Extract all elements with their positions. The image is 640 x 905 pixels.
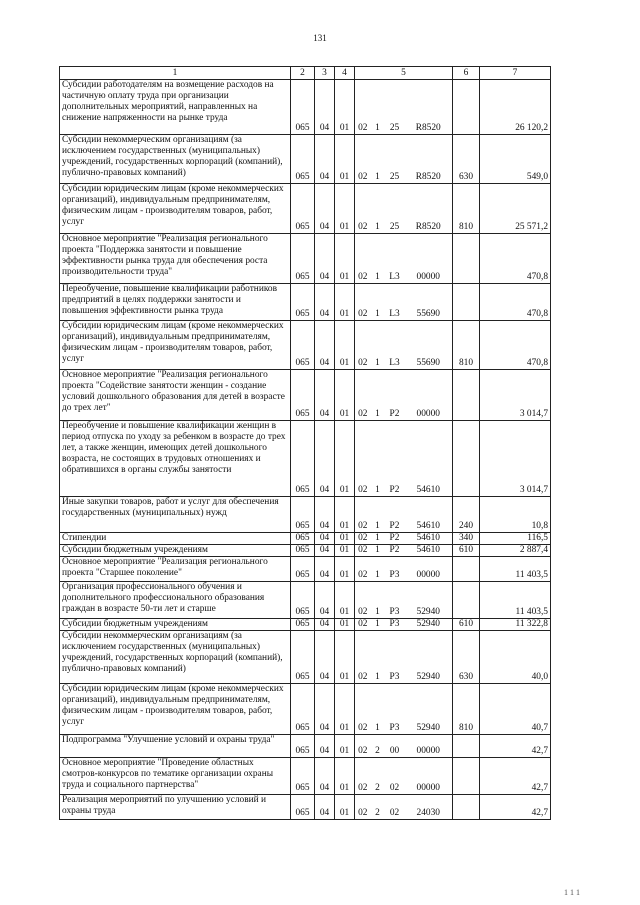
target-article-part-1: 02: [355, 321, 371, 370]
target-article-part-2: 1: [371, 321, 385, 370]
row-name-cell: Основное мероприятие "Реализация регионального проекта "Поддержка занятости и повышение эффективности рынка труда для обеспечения роста производительности труда": [60, 234, 291, 284]
row-name-cell: Иные закупки товаров, работ и услуг для обеспечения государственных (муниципальных) нужд: [60, 497, 291, 533]
amount-cell: 11 403,5: [480, 582, 551, 619]
target-article-part-3: P2: [385, 421, 405, 497]
row-name-cell: Реализация мероприятий по улучшению условий и охраны труда: [60, 795, 291, 820]
row-name-cell: Переобучение, повышение квалификации работников предприятий в целях поддержки занятости и повышения эффективности рынка труда: [60, 284, 291, 321]
subsection-code-cell: 01: [335, 619, 355, 631]
amount-cell: 3 014,7: [480, 370, 551, 421]
row-name-cell: Организация профессионального обучения и дополнительного профессионального образования граждан в возрасте 50-ти лет и старше: [60, 582, 291, 619]
target-article-part-4: R8520: [405, 80, 453, 135]
target-article-part-3: 25: [385, 184, 405, 234]
subsection-code-cell: 01: [335, 321, 355, 370]
expense-type-cell: 630: [453, 631, 480, 684]
target-article-part-4: 55690: [405, 284, 453, 321]
table-row: [60, 735, 551, 758]
target-article-part-4: 24030: [405, 795, 453, 820]
target-article-part-1: 02: [355, 135, 371, 184]
target-article-part-2: 1: [371, 684, 385, 735]
amount-cell: 26 120,2: [480, 80, 551, 135]
row-name-cell: Субсидии юридическим лицам (кроме некоммерческих организаций), индивидуальным предпринимателям, физическим лицам - производителям товаров, работ, услуг: [60, 321, 291, 370]
chapter-code-cell: 065: [291, 735, 315, 758]
amount-cell: 40,0: [480, 631, 551, 684]
row-name-cell: Основное мероприятие "Реализация регионального проекта "Содействие занятости женщин - создание условий дошкольного образования для детей в возрасте до трех лет": [60, 370, 291, 421]
target-article-part-1: 02: [355, 795, 371, 820]
header-cell: 3: [315, 67, 335, 80]
row-name-cell: Субсидии юридическим лицам (кроме некоммерческих организаций), индивидуальным предпринимателям, физическим лицам - производителям товаров, работ, услуг: [60, 184, 291, 234]
chapter-code-cell: 065: [291, 184, 315, 234]
target-article-part-3: P3: [385, 684, 405, 735]
section-code-cell: 04: [315, 684, 335, 735]
amount-cell: 42,7: [480, 758, 551, 795]
chapter-code-cell: 065: [291, 321, 315, 370]
chapter-code-cell: 065: [291, 370, 315, 421]
expense-type-cell: [453, 421, 480, 497]
section-code-cell: 04: [315, 497, 335, 533]
section-code-cell: 04: [315, 557, 335, 582]
target-article-part-3: P2: [385, 545, 405, 557]
target-article-part-1: 02: [355, 497, 371, 533]
table-body: [60, 67, 551, 820]
subsection-code-cell: 01: [335, 582, 355, 619]
section-code-cell: 04: [315, 545, 335, 557]
target-article-part-2: 1: [371, 631, 385, 684]
target-article-part-3: 00: [385, 735, 405, 758]
expense-type-cell: [453, 735, 480, 758]
chapter-code-cell: 065: [291, 684, 315, 735]
amount-cell: 25 571,2: [480, 184, 551, 234]
chapter-code-cell: 065: [291, 284, 315, 321]
amount-cell: 470,8: [480, 321, 551, 370]
subsection-code-cell: 01: [335, 545, 355, 557]
amount-cell: 470,8: [480, 234, 551, 284]
target-article-part-3: P2: [385, 533, 405, 545]
row-name-cell: Субсидии юридическим лицам (кроме некоммерческих организаций), индивидуальным предпринимателям, физическим лицам - производителям товаров, работ, услуг: [60, 684, 291, 735]
subsection-code-cell: 01: [335, 421, 355, 497]
section-code-cell: 04: [315, 631, 335, 684]
subsection-code-cell: 01: [335, 80, 355, 135]
target-article-part-1: 02: [355, 370, 371, 421]
target-article-part-4: 54610: [405, 497, 453, 533]
expense-type-cell: 810: [453, 184, 480, 234]
table-row: [60, 795, 551, 820]
table-row: [60, 80, 551, 135]
target-article-part-1: 02: [355, 545, 371, 557]
table-row: [60, 370, 551, 421]
row-name-cell: Субсидии бюджетным учреждениям: [60, 619, 291, 631]
table-row: [60, 497, 551, 533]
target-article-part-3: 02: [385, 758, 405, 795]
amount-cell: 42,7: [480, 735, 551, 758]
subsection-code-cell: 01: [335, 758, 355, 795]
expense-type-cell: [453, 795, 480, 820]
header-cell: 5: [355, 67, 453, 80]
target-article-part-4: 54610: [405, 421, 453, 497]
row-name-cell: Субсидии некоммерческим организациям (за исключением государственных (муниципальных) учреждений, государственных корпораций (компаний), публично-правовых компаний): [60, 631, 291, 684]
section-code-cell: 04: [315, 735, 335, 758]
target-article-part-3: P3: [385, 619, 405, 631]
target-article-part-1: 02: [355, 533, 371, 545]
amount-cell: 10,8: [480, 497, 551, 533]
header-cell: 4: [335, 67, 355, 80]
header-cell: 6: [453, 67, 480, 80]
table-row: [60, 234, 551, 284]
target-article-part-3: P2: [385, 370, 405, 421]
target-article-part-2: 1: [371, 619, 385, 631]
table-row: [60, 284, 551, 321]
subsection-code-cell: 01: [335, 184, 355, 234]
target-article-part-4: 52940: [405, 582, 453, 619]
section-code-cell: 04: [315, 370, 335, 421]
chapter-code-cell: 065: [291, 619, 315, 631]
target-article-part-2: 2: [371, 795, 385, 820]
subsection-code-cell: 01: [335, 795, 355, 820]
chapter-code-cell: 065: [291, 545, 315, 557]
section-code-cell: 04: [315, 135, 335, 184]
target-article-part-1: 02: [355, 735, 371, 758]
chapter-code-cell: 065: [291, 421, 315, 497]
amount-cell: 11 403,5: [480, 557, 551, 582]
subsection-code-cell: 01: [335, 684, 355, 735]
amount-cell: 42,7: [480, 795, 551, 820]
chapter-code-cell: 065: [291, 497, 315, 533]
target-article-part-4: 55690: [405, 321, 453, 370]
section-code-cell: 04: [315, 619, 335, 631]
section-code-cell: 04: [315, 184, 335, 234]
subsection-code-cell: 01: [335, 735, 355, 758]
row-name-cell: Переобучение и повышение квалификации женщин в период отпуска по уходу за ребенком в возрасте до трех лет, а также женщин, имеющих детей дошкольного возраста, не состоящих в трудовых отношениях и обратившихся в органы службы занятости: [60, 421, 291, 497]
expense-type-cell: 610: [453, 545, 480, 557]
target-article-part-2: 1: [371, 497, 385, 533]
target-article-part-2: 1: [371, 135, 385, 184]
target-article-part-2: 1: [371, 545, 385, 557]
page-number: 131: [313, 33, 327, 43]
expense-type-cell: 810: [453, 684, 480, 735]
target-article-part-4: 52940: [405, 631, 453, 684]
expense-type-cell: 240: [453, 497, 480, 533]
expense-type-cell: [453, 284, 480, 321]
target-article-part-2: 1: [371, 582, 385, 619]
expense-type-cell: 340: [453, 533, 480, 545]
target-article-part-3: 02: [385, 795, 405, 820]
amount-cell: 549,0: [480, 135, 551, 184]
table-row: [60, 184, 551, 234]
section-code-cell: 04: [315, 234, 335, 284]
target-article-part-3: P2: [385, 497, 405, 533]
target-article-part-4: R8520: [405, 135, 453, 184]
target-article-part-3: P3: [385, 557, 405, 582]
expense-type-cell: 630: [453, 135, 480, 184]
section-code-cell: 04: [315, 284, 335, 321]
chapter-code-cell: 065: [291, 533, 315, 545]
target-article-part-2: 1: [371, 234, 385, 284]
subsection-code-cell: 01: [335, 284, 355, 321]
target-article-part-2: 2: [371, 735, 385, 758]
target-article-part-2: 1: [371, 184, 385, 234]
subsection-code-cell: 01: [335, 557, 355, 582]
budget-table: [59, 66, 551, 820]
section-code-cell: 04: [315, 758, 335, 795]
target-article-part-3: L3: [385, 234, 405, 284]
target-article-part-4: 00000: [405, 234, 453, 284]
target-article-part-3: P3: [385, 631, 405, 684]
chapter-code-cell: 065: [291, 80, 315, 135]
subsection-code-cell: 01: [335, 234, 355, 284]
section-code-cell: 04: [315, 80, 335, 135]
target-article-part-2: 2: [371, 758, 385, 795]
header-cell: 2: [291, 67, 315, 80]
header-cell: 7: [480, 67, 551, 80]
row-name-cell: Основное мероприятие "Проведение областных смотров-конкурсов по тематике организации охраны труда и социального партнерства": [60, 758, 291, 795]
target-article-part-1: 02: [355, 619, 371, 631]
table-row: [60, 135, 551, 184]
expense-type-cell: [453, 758, 480, 795]
section-code-cell: 04: [315, 795, 335, 820]
target-article-part-4: R8520: [405, 184, 453, 234]
subsection-code-cell: 01: [335, 497, 355, 533]
target-article-part-1: 02: [355, 421, 371, 497]
target-article-part-2: 1: [371, 370, 385, 421]
expense-type-cell: [453, 582, 480, 619]
target-article-part-2: 1: [371, 80, 385, 135]
chapter-code-cell: 065: [291, 234, 315, 284]
amount-cell: 40,7: [480, 684, 551, 735]
table-row: [60, 619, 551, 631]
expense-type-cell: [453, 80, 480, 135]
target-article-part-1: 02: [355, 582, 371, 619]
row-name-cell: Субсидии бюджетным учреждениям: [60, 545, 291, 557]
table-row: [60, 758, 551, 795]
target-article-part-1: 02: [355, 284, 371, 321]
target-article-part-4: 52940: [405, 684, 453, 735]
row-name-cell: Субсидии работодателям на возмещение расходов на частичную оплату труда при организации дополнительных мероприятий, направленных на снижение напряженности на рынке труда: [60, 80, 291, 135]
target-article-part-2: 1: [371, 421, 385, 497]
corner-mark: 1 1 1: [564, 888, 580, 897]
chapter-code-cell: 065: [291, 631, 315, 684]
table-row: [60, 545, 551, 557]
target-article-part-4: 54610: [405, 545, 453, 557]
subsection-code-cell: 01: [335, 631, 355, 684]
target-article-part-3: 25: [385, 80, 405, 135]
section-code-cell: 04: [315, 533, 335, 545]
target-article-part-1: 02: [355, 184, 371, 234]
amount-cell: 116,5: [480, 533, 551, 545]
expense-type-cell: [453, 234, 480, 284]
chapter-code-cell: 065: [291, 135, 315, 184]
target-article-part-3: 25: [385, 135, 405, 184]
section-code-cell: 04: [315, 421, 335, 497]
amount-cell: 470,8: [480, 284, 551, 321]
row-name-cell: Основное мероприятие "Реализация регионального проекта "Старшее поколение": [60, 557, 291, 582]
target-article-part-1: 02: [355, 234, 371, 284]
table-row: [60, 533, 551, 545]
expense-type-cell: [453, 370, 480, 421]
target-article-part-1: 02: [355, 758, 371, 795]
target-article-part-4: 00000: [405, 758, 453, 795]
target-article-part-4: 00000: [405, 557, 453, 582]
table-row: [60, 684, 551, 735]
target-article-part-4: 00000: [405, 370, 453, 421]
header-row: [60, 67, 551, 80]
amount-cell: 11 322,8: [480, 619, 551, 631]
target-article-part-4: 52940: [405, 619, 453, 631]
chapter-code-cell: 065: [291, 795, 315, 820]
table-row: [60, 557, 551, 582]
table-row: [60, 421, 551, 497]
chapter-code-cell: 065: [291, 758, 315, 795]
table-row: [60, 321, 551, 370]
target-article-part-2: 1: [371, 533, 385, 545]
row-name-cell: Субсидии некоммерческим организациям (за исключением государственных (муниципальных) учреждений, государственных корпораций (компаний), публично-правовых компаний): [60, 135, 291, 184]
target-article-part-1: 02: [355, 80, 371, 135]
target-article-part-1: 02: [355, 684, 371, 735]
subsection-code-cell: 01: [335, 370, 355, 421]
target-article-part-1: 02: [355, 631, 371, 684]
expense-type-cell: 810: [453, 321, 480, 370]
amount-cell: 3 014,7: [480, 421, 551, 497]
expense-type-cell: [453, 557, 480, 582]
chapter-code-cell: 065: [291, 557, 315, 582]
target-article-part-4: 54610: [405, 533, 453, 545]
section-code-cell: 04: [315, 321, 335, 370]
subsection-code-cell: 01: [335, 533, 355, 545]
target-article-part-2: 1: [371, 557, 385, 582]
target-article-part-3: L3: [385, 321, 405, 370]
target-article-part-4: 00000: [405, 735, 453, 758]
chapter-code-cell: 065: [291, 582, 315, 619]
target-article-part-1: 02: [355, 557, 371, 582]
target-article-part-2: 1: [371, 284, 385, 321]
table-row: [60, 631, 551, 684]
target-article-part-3: L3: [385, 284, 405, 321]
header-cell: 1: [60, 67, 291, 80]
section-code-cell: 04: [315, 582, 335, 619]
table-row: [60, 582, 551, 619]
amount-cell: 2 887,4: [480, 545, 551, 557]
target-article-part-3: P3: [385, 582, 405, 619]
expense-type-cell: 610: [453, 619, 480, 631]
subsection-code-cell: 01: [335, 135, 355, 184]
row-name-cell: Подпрограмма "Улучшение условий и охраны труда": [60, 735, 291, 758]
row-name-cell: Стипендии: [60, 533, 291, 545]
